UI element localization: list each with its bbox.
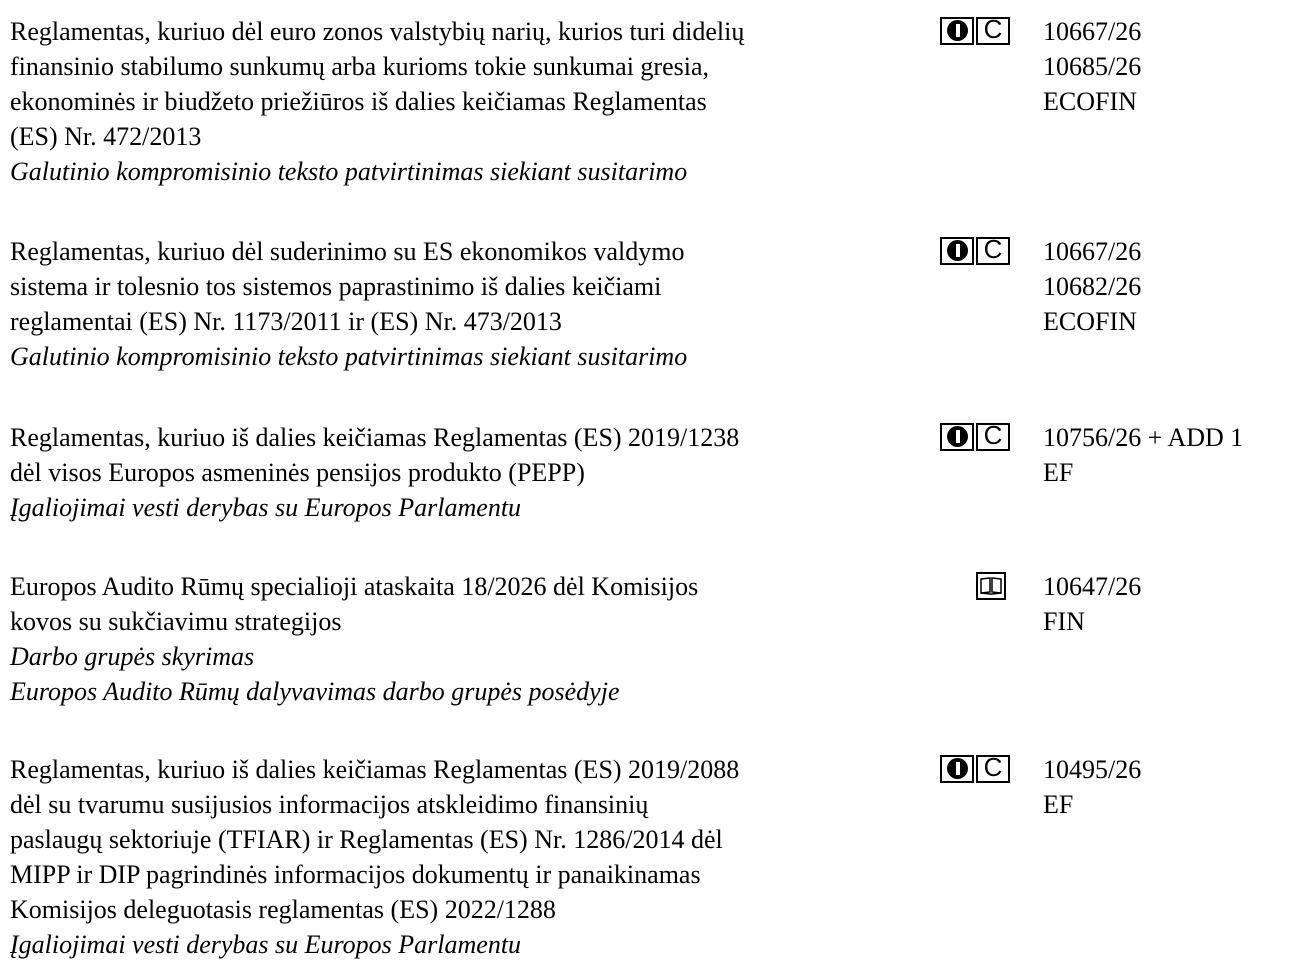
title-line: reglamentai (ES) Nr. 1173/2011 ir (ES) Nr. 473/2013 <box>10 307 562 336</box>
council-configuration: EF <box>1043 458 1074 487</box>
item-title <box>10 420 930 525</box>
title-line: finansinio stabilumo sunkumų arba kurioms tokie sunkumai gresia, <box>10 52 710 81</box>
document-number: 10682/26 <box>1043 272 1142 301</box>
document-references <box>1043 234 1141 339</box>
title-line: MIPP ir DIP pagrindinės informacijos dokumentų ir panaikinamas <box>10 860 701 889</box>
document-number: 10647/26 <box>1043 572 1142 601</box>
document-number: 10685/26 <box>1043 52 1142 81</box>
document-number: 10667/26 <box>1043 17 1142 46</box>
document-references <box>1043 420 1243 490</box>
council-configuration: ECOFIN <box>1043 307 1137 336</box>
title-line: paslaugų sektoriuje (TFIAR) ir Reglamentas (ES) Nr. 1286/2014 dėl <box>10 825 723 854</box>
open-session-confidential-icon: C <box>940 755 1012 785</box>
open-session-confidential-icon: C <box>940 237 1012 267</box>
document-number: 10756/26 + ADD 1 <box>1043 423 1244 452</box>
document-number: 10495/26 <box>1043 755 1142 784</box>
council-configuration: FIN <box>1043 607 1085 636</box>
book-icon <box>976 572 1006 600</box>
open-session-confidential-icon: C <box>940 17 1012 47</box>
title-line: Reglamentas, kuriuo iš dalies keičiamas Reglamentas (ES) 2019/1238 <box>10 423 740 452</box>
title-line: Komisijos deleguotasis reglamentas (ES) 2022/1288 <box>10 895 556 924</box>
item-title <box>10 569 930 709</box>
item-status: Galutinio kompromisinio teksto patvirtinimas siekiant susitarimo <box>10 157 688 186</box>
item-status: Įgaliojimai vesti derybas su Europos Parlamentu <box>10 930 522 959</box>
open-session-confidential-icon: C <box>940 423 1012 453</box>
title-line: Reglamentas, kuriuo dėl suderinimo su ES ekonomikos valdymo <box>10 237 685 266</box>
item-status: Galutinio kompromisinio teksto patvirtinimas siekiant susitarimo <box>10 342 688 371</box>
council-configuration: EF <box>1043 790 1074 819</box>
item-title <box>10 234 930 374</box>
title-line: Europos Audito Rūmų specialioji ataskaita 18/2026 dėl Komisijos <box>10 572 699 601</box>
document-references <box>1043 569 1141 639</box>
title-line: sistema ir tolesnio tos sistemos paprastinimo iš dalies keičiami <box>10 272 662 301</box>
item-status: Darbo grupės skyrimas <box>10 642 255 671</box>
item-status: Įgaliojimai vesti derybas su Europos Parlamentu <box>10 493 522 522</box>
document-number: 10667/26 <box>1043 237 1142 266</box>
title-line: Reglamentas, kuriuo dėl euro zonos valstybių narių, kurios turi didelių <box>10 17 745 46</box>
item-status: Europos Audito Rūmų dalyvavimas darbo grupės posėdyje <box>10 677 620 706</box>
document-references <box>1043 752 1141 822</box>
title-line: kovos su sukčiavimu strategijos <box>10 607 342 636</box>
title-line: (ES) Nr. 472/2013 <box>10 122 202 151</box>
title-line: ekonominės ir biudžeto priežiūros iš dalies keičiamas Reglamentas <box>10 87 707 116</box>
item-title <box>10 14 930 189</box>
council-configuration: ECOFIN <box>1043 87 1137 116</box>
title-line: Reglamentas, kuriuo iš dalies keičiamas Reglamentas (ES) 2019/2088 <box>10 755 740 784</box>
item-title <box>10 752 930 962</box>
title-line: dėl visos Europos asmeninės pensijos produkto (PEPP) <box>10 458 585 487</box>
document-references <box>1043 14 1141 119</box>
title-line: dėl su tvarumu susijusios informacijos atskleidimo finansinių <box>10 790 649 819</box>
